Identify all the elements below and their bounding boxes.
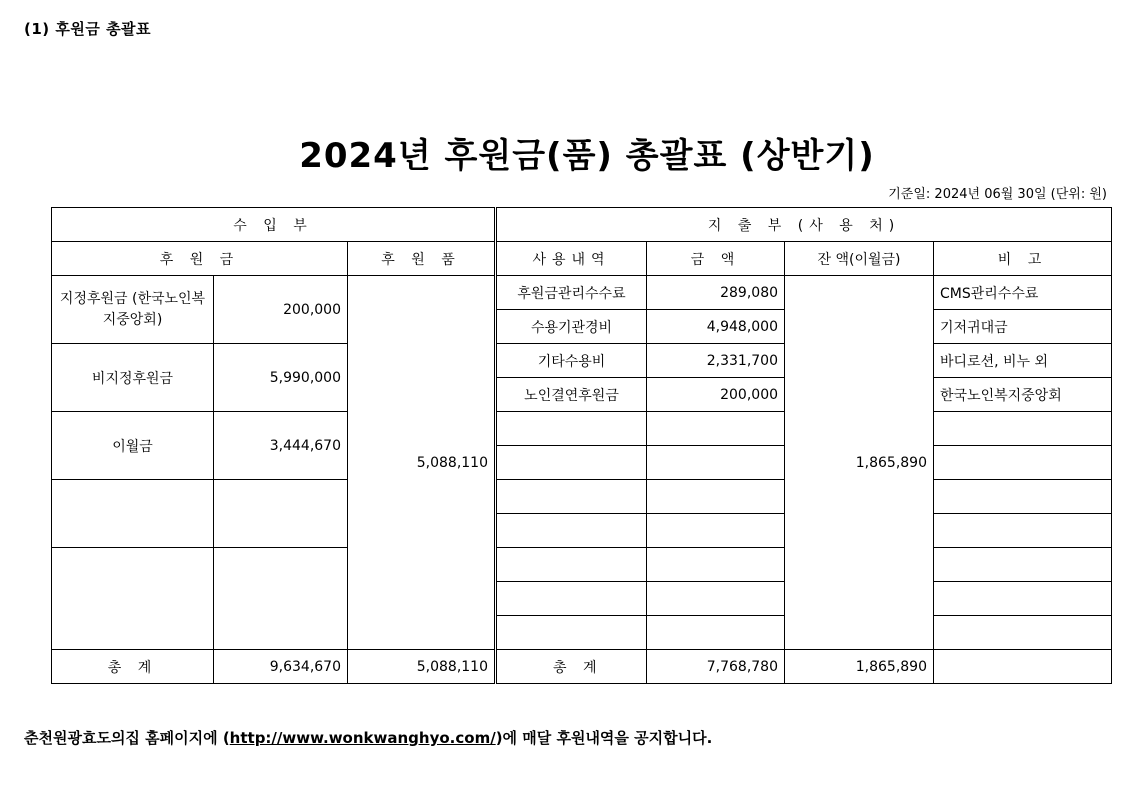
remark-total [934, 650, 1112, 684]
remark-cell [934, 514, 1112, 548]
income-value-cell: 5,990,000 [214, 344, 348, 412]
remarks-header: 비 고 [934, 242, 1112, 276]
usage-header: 사용내역 [496, 242, 647, 276]
balance-header: 잔 액(이월금) [785, 242, 934, 276]
amount-cell [647, 616, 785, 650]
amount-cell [647, 412, 785, 446]
remark-cell [934, 616, 1112, 650]
amount-cell: 2,331,700 [647, 344, 785, 378]
donation-money-header: 후 원 금 [52, 242, 348, 276]
usage-cell [496, 548, 647, 582]
header-row-2 [52, 242, 1112, 276]
income-goods-total: 5,088,110 [348, 650, 496, 684]
amount-cell [647, 514, 785, 548]
base-date-note: 기준일: 2024년 06월 30일 (단위: 원) [888, 187, 1107, 202]
expense-amount-total: 7,768,780 [647, 650, 785, 684]
amount-cell: 289,080 [647, 276, 785, 310]
remark-cell [934, 582, 1112, 616]
expense-total-label: 총 계 [496, 650, 647, 684]
income-label-cell [52, 548, 214, 650]
amount-cell: 4,948,000 [647, 310, 785, 344]
remark-cell: 한국노인복지중앙회 [934, 378, 1112, 412]
usage-cell [496, 514, 647, 548]
income-label-cell: 비지정후원금 [52, 344, 214, 412]
remark-cell [934, 548, 1112, 582]
usage-cell: 후원금관리수수료 [496, 276, 647, 310]
usage-cell [496, 446, 647, 480]
donation-goods-header: 후 원 품 [348, 242, 496, 276]
table-row [52, 412, 1112, 446]
donation-summary-table [51, 207, 1112, 684]
usage-cell: 노인결연후원금 [496, 378, 647, 412]
remark-cell: CMS관리수수료 [934, 276, 1112, 310]
usage-cell: 기타수용비 [496, 344, 647, 378]
income-total-label: 총 계 [52, 650, 214, 684]
homepage-link[interactable]: http://www.wonkwanghyo.com/ [229, 729, 496, 747]
footer-suffix: )에 매달 후원내역을 공지합니다. [495, 729, 713, 747]
page-title: 2024년 후원금(품) 총괄표 (상반기) [299, 136, 875, 176]
remark-cell [934, 446, 1112, 480]
income-label-cell [52, 480, 214, 548]
usage-cell [496, 582, 647, 616]
table-row [52, 344, 1112, 378]
footer-prefix: 춘천원광효도의집 홈페이지에 ( [24, 729, 230, 747]
amount-cell [647, 548, 785, 582]
usage-cell [496, 480, 647, 514]
header-row-1 [52, 208, 1112, 242]
income-label-cell: 지정후원금 (한국노인복지중앙회) [52, 276, 214, 344]
totals-row [52, 650, 1112, 684]
goods-value-cell: 5,088,110 [348, 276, 496, 650]
income-header: 수 입 부 [52, 208, 496, 242]
amount-cell [647, 446, 785, 480]
income-money-total: 9,634,670 [214, 650, 348, 684]
income-value-cell: 3,444,670 [214, 412, 348, 480]
income-value-cell [214, 480, 348, 548]
amount-cell: 200,000 [647, 378, 785, 412]
remark-cell [934, 412, 1112, 446]
income-value-cell: 200,000 [214, 276, 348, 344]
remark-cell: 바디로션, 비누 외 [934, 344, 1112, 378]
income-value-cell [214, 548, 348, 650]
usage-cell [496, 616, 647, 650]
remark-cell [934, 480, 1112, 514]
amount-cell [647, 582, 785, 616]
amount-header: 금 액 [647, 242, 785, 276]
income-label-cell: 이월금 [52, 412, 214, 480]
usage-cell [496, 412, 647, 446]
table-row [52, 548, 1112, 582]
balance-value-cell: 1,865,890 [785, 276, 934, 650]
footer-note [24, 727, 712, 748]
expense-header: 지 출 부 (사 용 처) [496, 208, 1112, 242]
section-heading: (1) 후원금 총괄표 [24, 20, 152, 38]
table-row [52, 276, 1112, 310]
table-row [52, 480, 1112, 514]
usage-cell: 수용기관경비 [496, 310, 647, 344]
balance-total: 1,865,890 [785, 650, 934, 684]
amount-cell [647, 480, 785, 514]
remark-cell: 기저귀대금 [934, 310, 1112, 344]
